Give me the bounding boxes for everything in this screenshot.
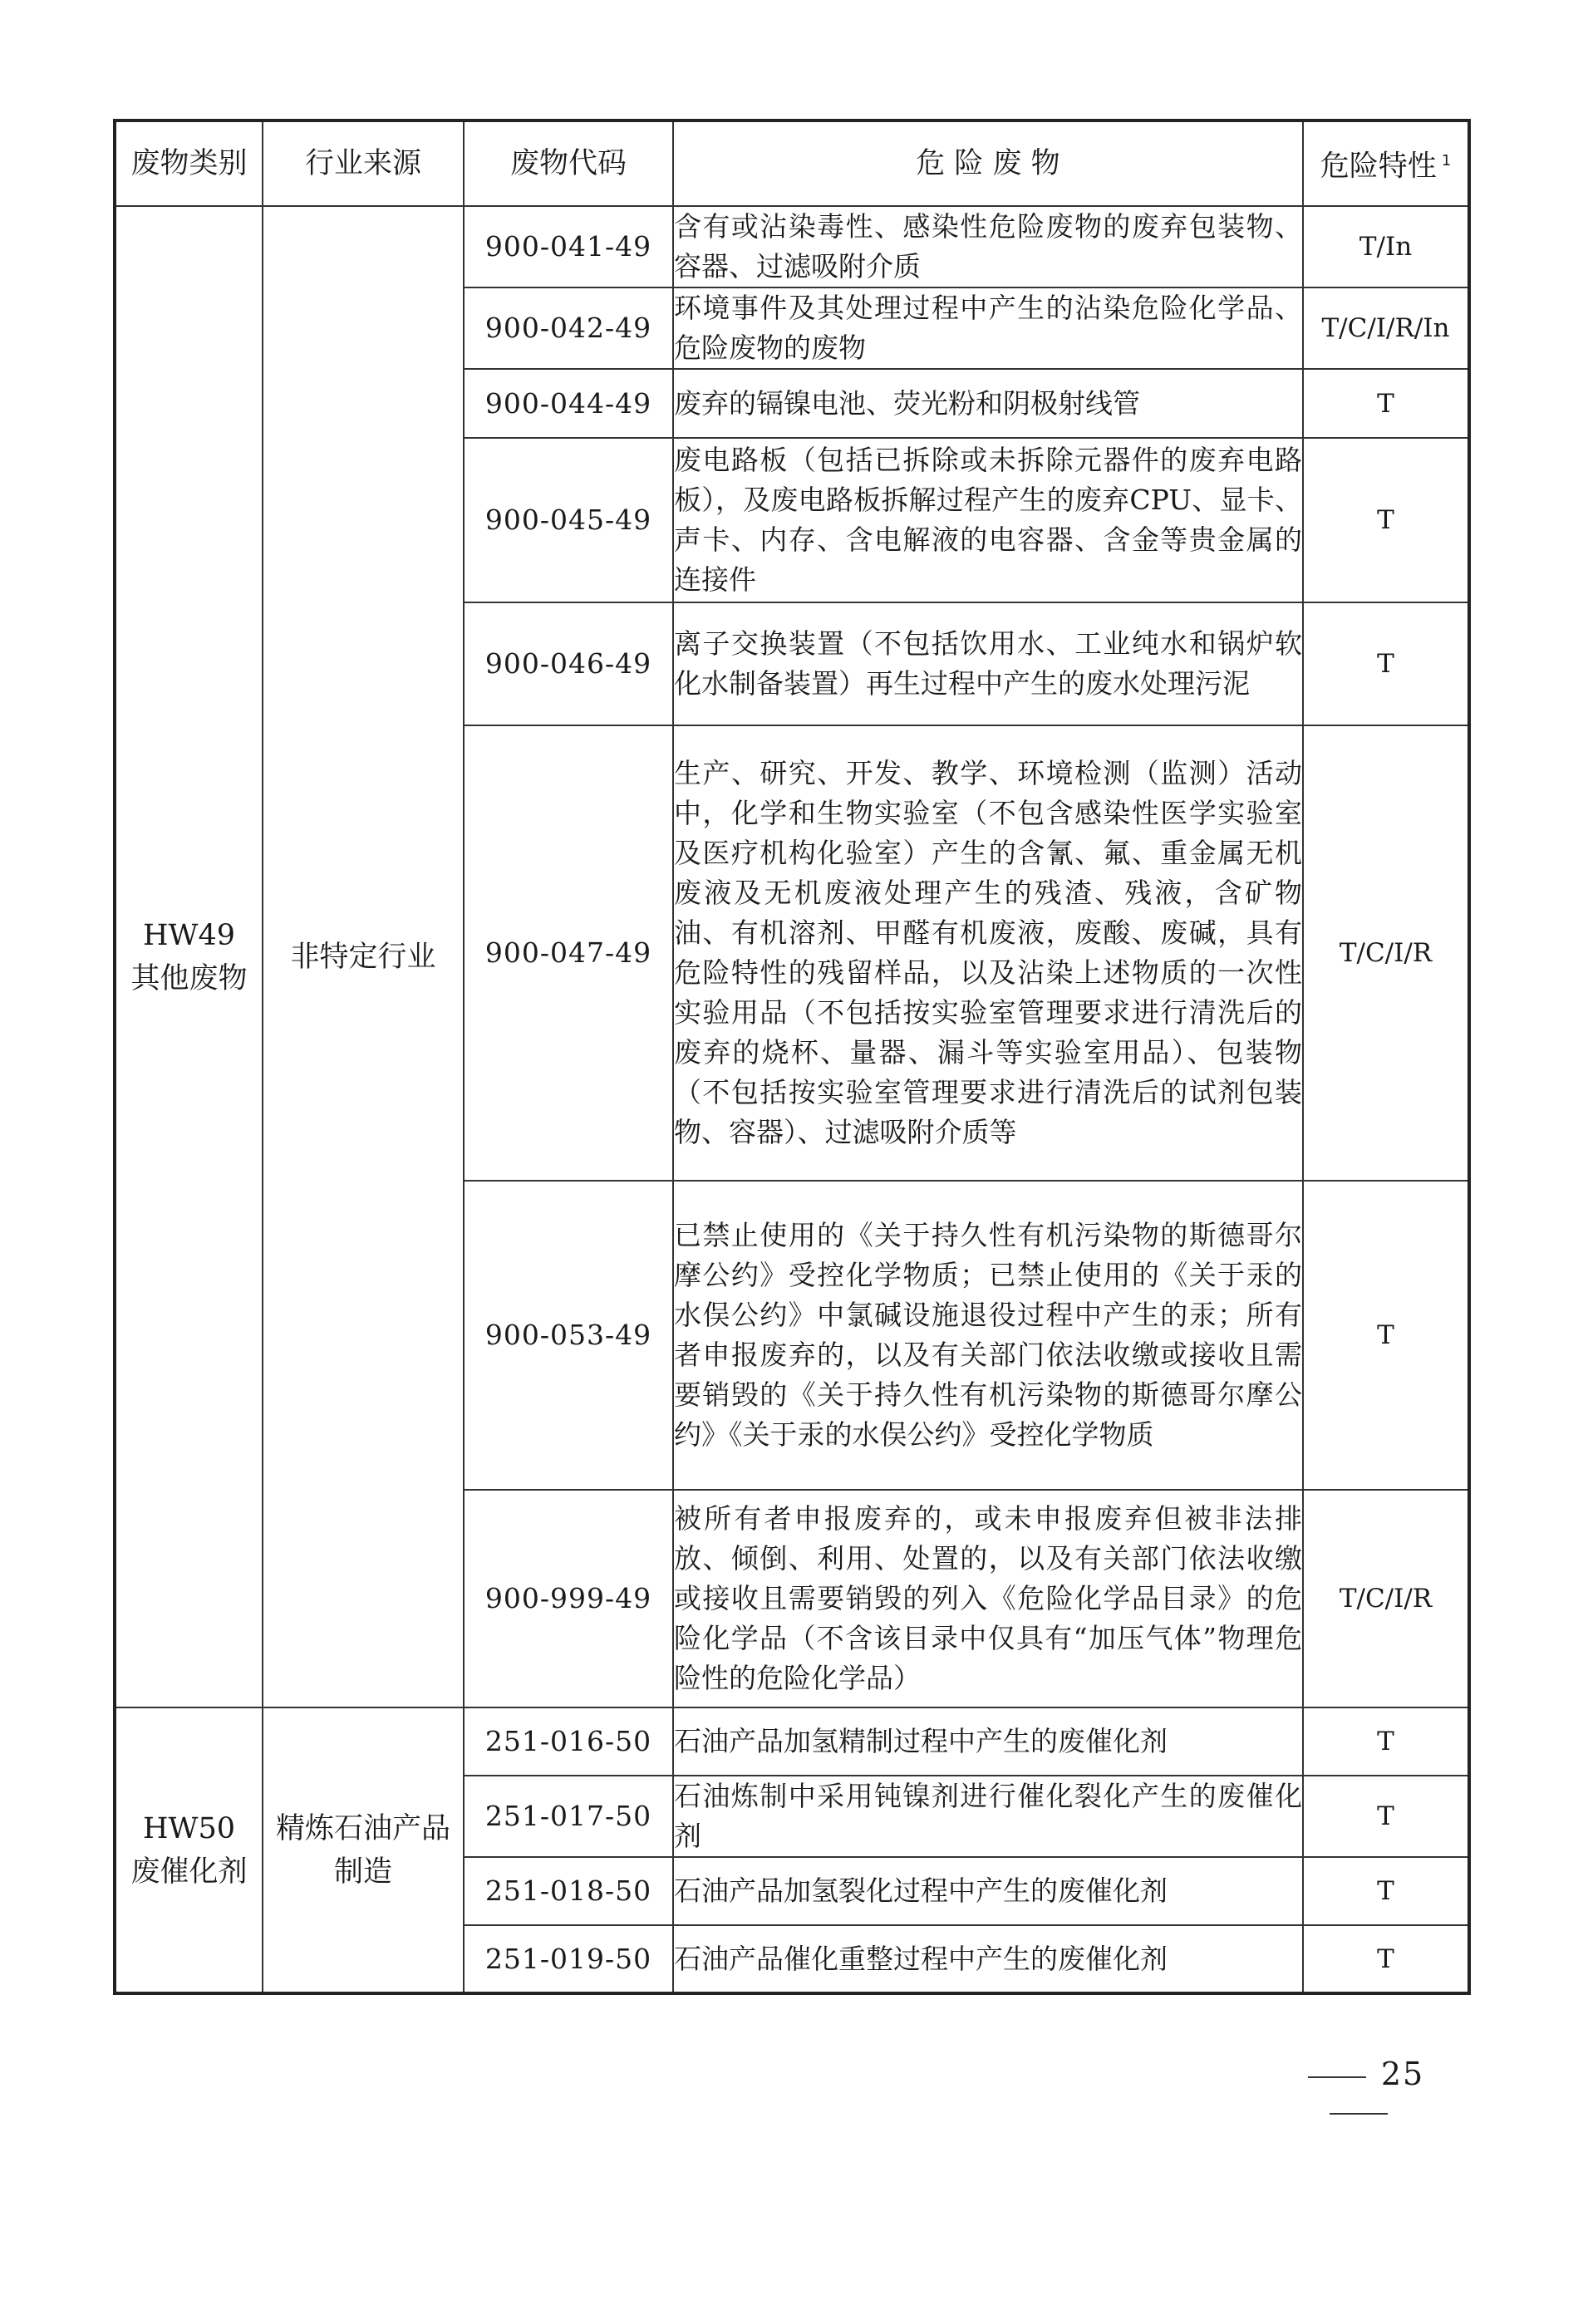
waste-description: 环境事件及其处理过程中产生的沾染危险化学品、危险废物的废物 (673, 287, 1303, 369)
waste-code: 900-999-49 (464, 1490, 673, 1707)
header-hazard-label: 危险特性 (1320, 150, 1437, 184)
source-cell: 非特定行业 (263, 206, 464, 1707)
hazard-property: T/In (1303, 206, 1469, 287)
category-cell-hw50 (115, 1707, 263, 1993)
hazard-property: T (1303, 1707, 1469, 1776)
waste-code: 900-045-49 (464, 438, 673, 602)
hazard-property: T (1303, 438, 1469, 602)
waste-description: 含有或沾染毒性、感染性危险废物的废弃包装物、容器、过滤吸附介质 (673, 206, 1303, 287)
category-cell-hw49 (115, 206, 263, 1707)
waste-description: 离子交换装置（不包括饮用水、工业纯水和锅炉软化水制备装置）再生过程中产生的废水处理污泥 (673, 602, 1303, 725)
waste-code: 900-046-49 (464, 602, 673, 725)
hazard-property: T (1303, 1925, 1469, 1993)
waste-description: 石油产品催化重整过程中产生的废催化剂 (673, 1925, 1303, 1993)
table-row (115, 206, 1469, 287)
hazard-property: T/C/I/R/In (1303, 287, 1469, 369)
waste-description: 废电路板（包括已拆除或未拆除元器件的废弃电路板），及废电路板拆解过程产生的废弃CPU、显卡、声卡、内存、含电解液的电容器、含金等贵金属的连接件 (673, 438, 1303, 602)
waste-description: 被所有者申报废弃的，或未申报废弃但被非法排放、倾倒、利用、处置的，以及有关部门依法收缴或接收且需要销毁的列入《危险化学品目录》的危险化学品（不含该目录中仅具有“加压气体”物理危险性的危险化学品） (673, 1490, 1303, 1707)
page-number-dash-right (1330, 2113, 1388, 2115)
waste-description: 已禁止使用的《关于持久性有机污染物的斯德哥尔摩公约》受控化学物质；已禁止使用的《关于汞的水俣公约》中氯碱设施退役过程中产生的汞；所有者申报废弃的，以及有关部门依法收缴或接收且需要销毁的《关于持久性有机污染物的斯德哥尔摩公约》《关于汞的水俣公约》受控化学物质 (673, 1181, 1303, 1490)
category-code: HW50 (142, 1811, 236, 1845)
waste-code: 251-017-50 (464, 1776, 673, 1857)
hazard-property: T/C/I/R (1303, 725, 1469, 1181)
waste-description: 石油产品加氢裂化过程中产生的废催化剂 (673, 1857, 1303, 1925)
category-name: 废催化剂 (130, 1855, 248, 1889)
hazard-property: T (1303, 1181, 1469, 1490)
waste-code: 900-047-49 (464, 725, 673, 1181)
waste-code: 900-042-49 (464, 287, 673, 369)
category-name: 其他废物 (130, 961, 248, 995)
category-code: HW49 (142, 918, 236, 952)
header-source: 行业来源 (263, 120, 464, 206)
header-code: 废物代码 (464, 120, 673, 206)
header-waste: 危 险 废 物 (673, 120, 1303, 206)
hazard-property: T (1303, 369, 1469, 438)
waste-description: 废弃的镉镍电池、荧光粉和阴极射线管 (673, 369, 1303, 438)
waste-description: 石油产品加氢精制过程中产生的废催化剂 (673, 1707, 1303, 1776)
hazard-property: T (1303, 1776, 1469, 1857)
hazard-property: T (1303, 1857, 1469, 1925)
hazard-property: T/C/I/R (1303, 1490, 1469, 1707)
waste-code: 900-041-49 (464, 206, 673, 287)
page-number (1263, 2056, 1454, 2097)
table-row (115, 1707, 1469, 1776)
waste-code: 251-016-50 (464, 1707, 673, 1776)
header-hazard (1303, 120, 1469, 206)
waste-code: 900-044-49 (464, 369, 673, 438)
header-hazard-footnote: 1 (1441, 151, 1452, 170)
waste-description: 石油炼制中采用钝镍剂进行催化裂化产生的废催化剂 (673, 1776, 1303, 1857)
waste-code: 251-019-50 (464, 1925, 673, 1993)
waste-code: 900-053-49 (464, 1181, 673, 1490)
table-header-row (115, 120, 1469, 206)
hazardous-waste-table (113, 119, 1471, 1995)
page-number-dash-left (1308, 2076, 1366, 2078)
waste-code: 251-018-50 (464, 1857, 673, 1925)
hazard-property: T (1303, 602, 1469, 725)
source-cell: 精炼石油产品制造 (263, 1707, 464, 1993)
page-number-value: 25 (1380, 2056, 1425, 2092)
waste-description: 生产、研究、开发、教学、环境检测（监测）活动中，化学和生物实验室（不包含感染性医学实验室及医疗机构化验室）产生的含氰、氟、重金属无机废液及无机废液处理产生的残渣、残液，含矿物油、有机溶剂、甲醛有机废液，废酸、废碱，具有危险特性的残留样品，以及沾染上述物质的一次性实验用品（不包括按实验室管理要求进行清洗后的废弃的烧杯、量器、漏斗等实验室用品）、包装物（不包括按实验室管理要求进行清洗后的试剂包装物、容器）、过滤吸附介质等 (673, 725, 1303, 1181)
header-category: 废物类别 (115, 120, 263, 206)
